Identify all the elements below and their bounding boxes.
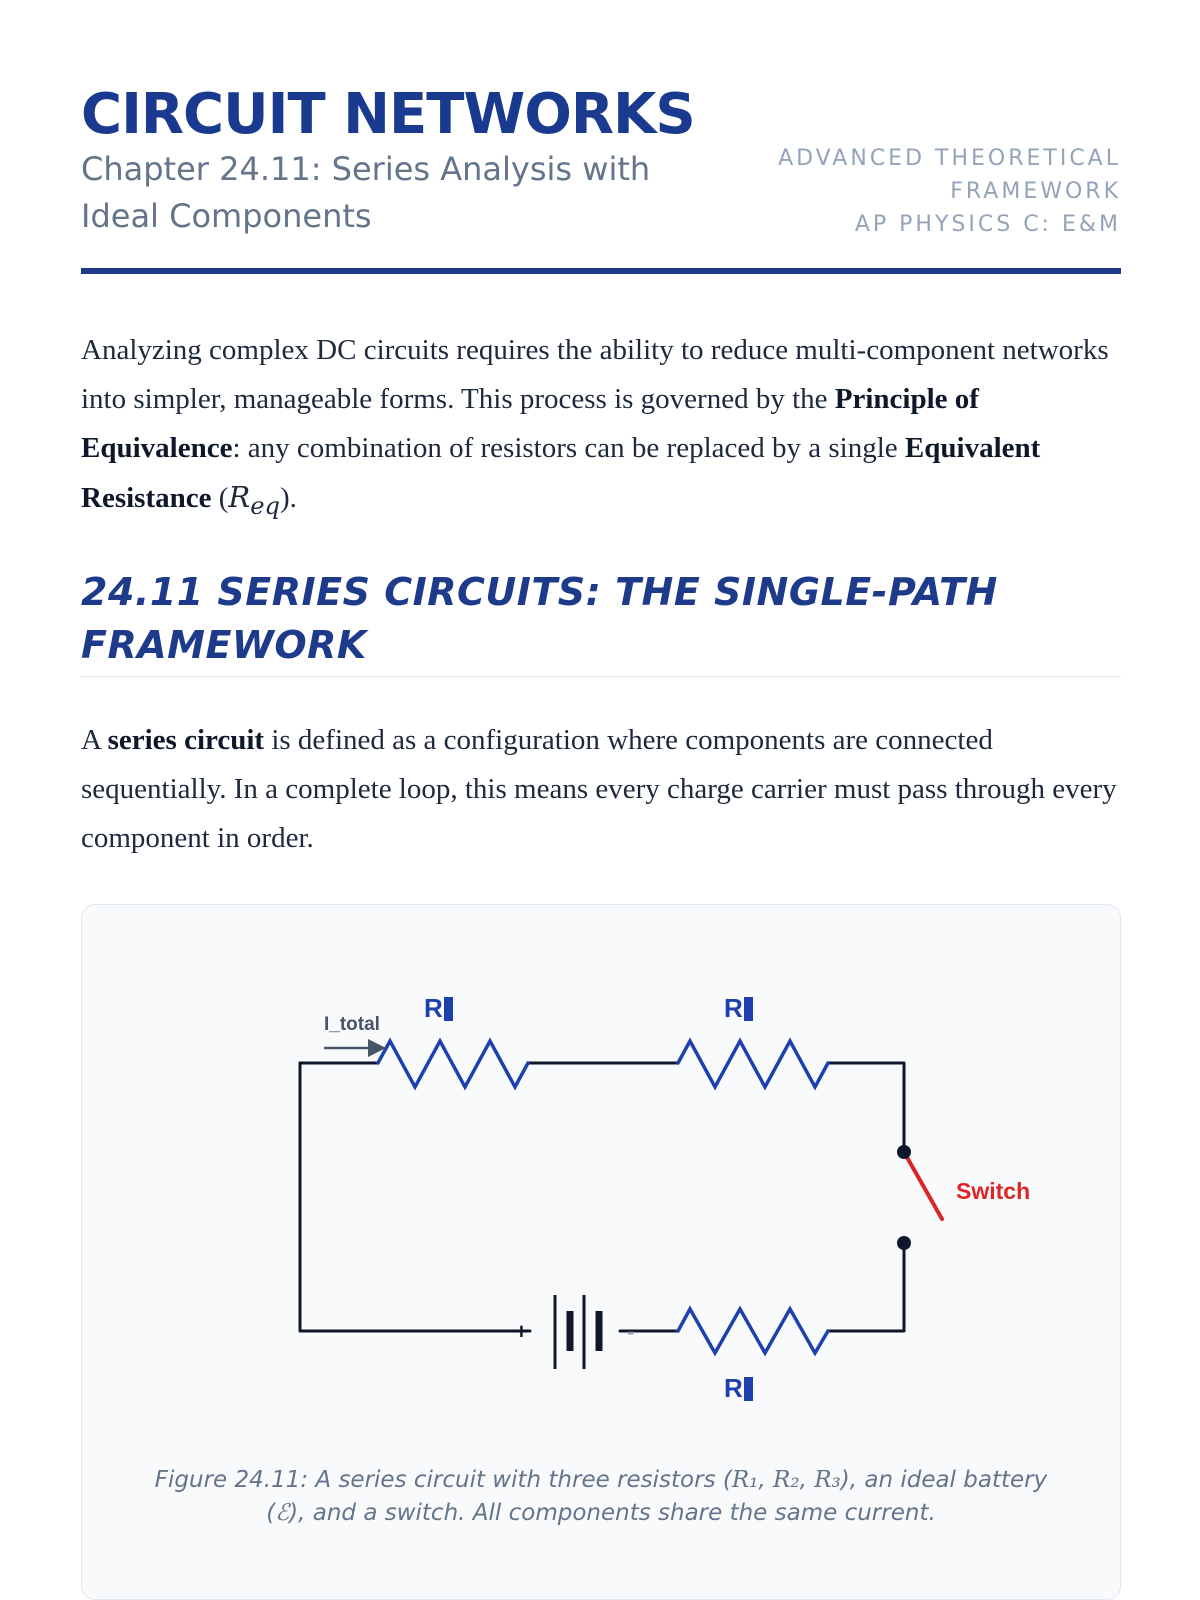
page-title: CIRCUIT NETWORKS <box>81 82 695 147</box>
switch-arm <box>904 1152 942 1219</box>
equivalent-resistance: Equivalent Resistance <box>81 432 1041 514</box>
label-r3: R <box>724 1373 743 1403</box>
series-paragraph <box>81 716 1121 863</box>
label-battery-plus: + <box>515 1319 528 1344</box>
circuit-figure <box>81 904 1121 1600</box>
intro-text-3: ( <box>211 482 229 514</box>
current-arrow <box>324 1039 386 1057</box>
course-meta <box>761 142 1121 241</box>
meta-course: AP PHYSICS C: E&M <box>854 212 1121 237</box>
wire-right-bottom <box>828 1243 904 1331</box>
req-subscript: eq <box>250 491 281 520</box>
wire-right-top <box>828 1063 904 1152</box>
series-circuit-term: series circuit <box>107 724 265 756</box>
label-current: I_total <box>324 1014 380 1035</box>
label-r1-subscript-glyph <box>444 997 453 1021</box>
label-battery-minus: - <box>627 1319 635 1344</box>
caption-suffix: ), and a switch. All components share the same current. <box>289 1500 936 1526</box>
series-text-1: A <box>81 724 108 756</box>
caption-emf: ℰ <box>275 1500 290 1526</box>
switch-contact <box>897 1236 911 1250</box>
header-divider <box>81 268 1121 274</box>
section-title: 24.11 SERIES CIRCUITS: THE SINGLE-PATH FRAMEWORK <box>81 570 998 667</box>
caption-prefix: Figure 24.11: A series circuit with three resistors ( <box>154 1467 732 1493</box>
series-text-2: is defined as a configuration where components are connected sequentially. In a complete loop, this means every charge carrier must pass through every component in order. <box>81 724 1117 854</box>
label-r2: R <box>724 993 743 1023</box>
caption-r2: R₂ <box>773 1467 800 1493</box>
req-letter: R <box>228 480 251 514</box>
resistor-r3 <box>678 1309 828 1353</box>
intro-paragraph <box>81 326 1121 531</box>
figure-caption <box>142 1464 1060 1530</box>
label-r1: R <box>424 993 443 1023</box>
section-divider <box>81 676 1121 677</box>
resistor-r1 <box>378 1041 528 1087</box>
switch-pivot <box>897 1145 911 1159</box>
caption-sep2: , <box>799 1467 815 1493</box>
wire-left-top <box>300 1063 530 1331</box>
caption-r3: R₃ <box>814 1467 841 1493</box>
caption-mid: ), an ideal battery ( <box>266 1467 1048 1526</box>
label-r2-subscript-glyph <box>744 997 753 1021</box>
intro-text-2: : any combination of resistors can be replaced by a single <box>232 432 905 464</box>
intro-text-4: ). <box>280 482 297 514</box>
resistor-r2 <box>678 1041 828 1087</box>
label-r3-subscript-glyph <box>744 1377 753 1401</box>
chapter-subtitle: Chapter 24.11: Series Analysis with Ideal Components <box>81 150 651 235</box>
principle-of-equivalence: Principle of Equivalence <box>81 383 979 464</box>
intro-text-1: Analyzing complex DC circuits requires the ability to reduce multi-component networks into simpler, manageable forms. This process is governed by the <box>81 334 1109 415</box>
meta-framework: ADVANCED THEORETICAL FRAMEWORK <box>778 146 1121 204</box>
battery-symbol <box>555 1295 599 1369</box>
switch-symbol <box>897 1145 942 1250</box>
label-switch: Switch <box>956 1178 1031 1204</box>
req-symbol <box>228 480 281 520</box>
page-header <box>81 80 1121 276</box>
caption-sep1: , <box>758 1467 774 1493</box>
caption-r1: R₁ <box>731 1467 759 1493</box>
